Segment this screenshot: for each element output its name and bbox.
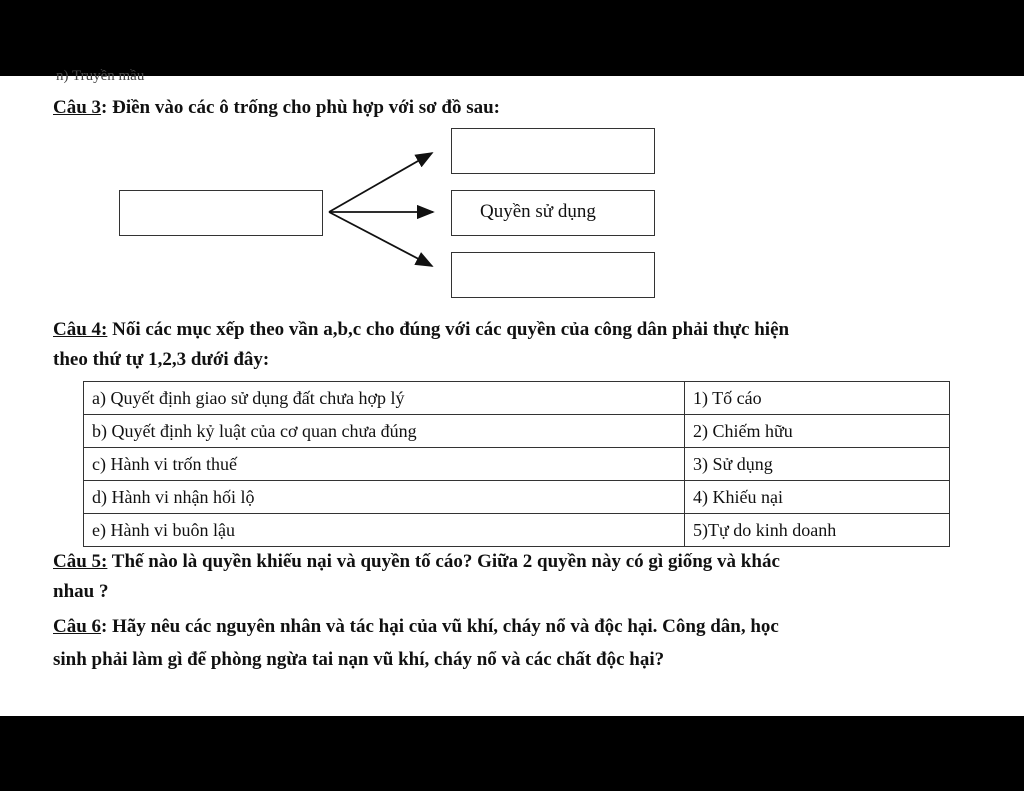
table-row (84, 415, 950, 448)
table-cell-left: e) Hành vi buôn lậu (84, 514, 685, 547)
question-4-text: Nối các mục xếp theo vần a,b,c cho đúng với các quyền của công dân phải thực hiện (107, 319, 790, 340)
question-4-label: Câu 4: (53, 319, 108, 340)
arrow-down (329, 212, 432, 266)
question-4-line-1 (53, 316, 789, 344)
table-cell-left: d) Hành vi nhận hối lộ (84, 481, 685, 514)
table-cell-left: b) Quyết định kỷ luật của cơ quan chưa đúng (84, 415, 685, 448)
question-3-label: Câu 3 (53, 97, 102, 118)
arrow-up (329, 153, 432, 212)
matching-table (83, 381, 950, 547)
table-cell-right: 2) Chiếm hữu (685, 415, 950, 448)
cut-off-previous-line: n) Truyền mầu (56, 68, 145, 84)
question-6-label: Câu 6 (53, 616, 102, 637)
question-3-text: : Điền vào các ô trống cho phù hợp với sơ đồ sau: (101, 97, 500, 118)
question-5-line-1 (53, 548, 780, 576)
table-row (84, 448, 950, 481)
document-page (0, 68, 1024, 716)
table-row (84, 481, 950, 514)
question-6-line-2: sinh phải làm gì để phòng ngừa tai nạn vũ khí, cháy nổ và các chất độc hại? (53, 649, 665, 670)
question-5-text: Thế nào là quyền khiếu nại và quyền tố cáo? Giữa 2 quyền này có gì giống và khác (107, 551, 780, 572)
table-row (84, 382, 950, 415)
table-cell-left: c) Hành vi trốn thuế (84, 448, 685, 481)
question-4-line-2: theo thứ tự 1,2,3 dưới đây: (53, 349, 270, 370)
question-6-text: : Hãy nêu các nguyên nhân và tác hại của vũ khí, cháy nổ và độc hại. Công dân, học (101, 616, 779, 637)
question-5-line-2: nhau ? (53, 581, 109, 602)
table-cell-right: 1) Tố cáo (685, 382, 950, 415)
table-cell-left: a) Quyết định giao sử dụng đất chưa hợp lý (84, 382, 685, 415)
question-5-label: Câu 5: (53, 551, 108, 572)
table-cell-right: 4) Khiếu nại (685, 481, 950, 514)
table-row (84, 514, 950, 547)
diagram-middle-box-text: Quyền sử dụng (480, 201, 596, 222)
question-6-line-1 (53, 613, 779, 641)
table-cell-right: 5)Tự do kinh doanh (685, 514, 950, 547)
table-cell-right: 3) Sử dụng (685, 448, 950, 481)
